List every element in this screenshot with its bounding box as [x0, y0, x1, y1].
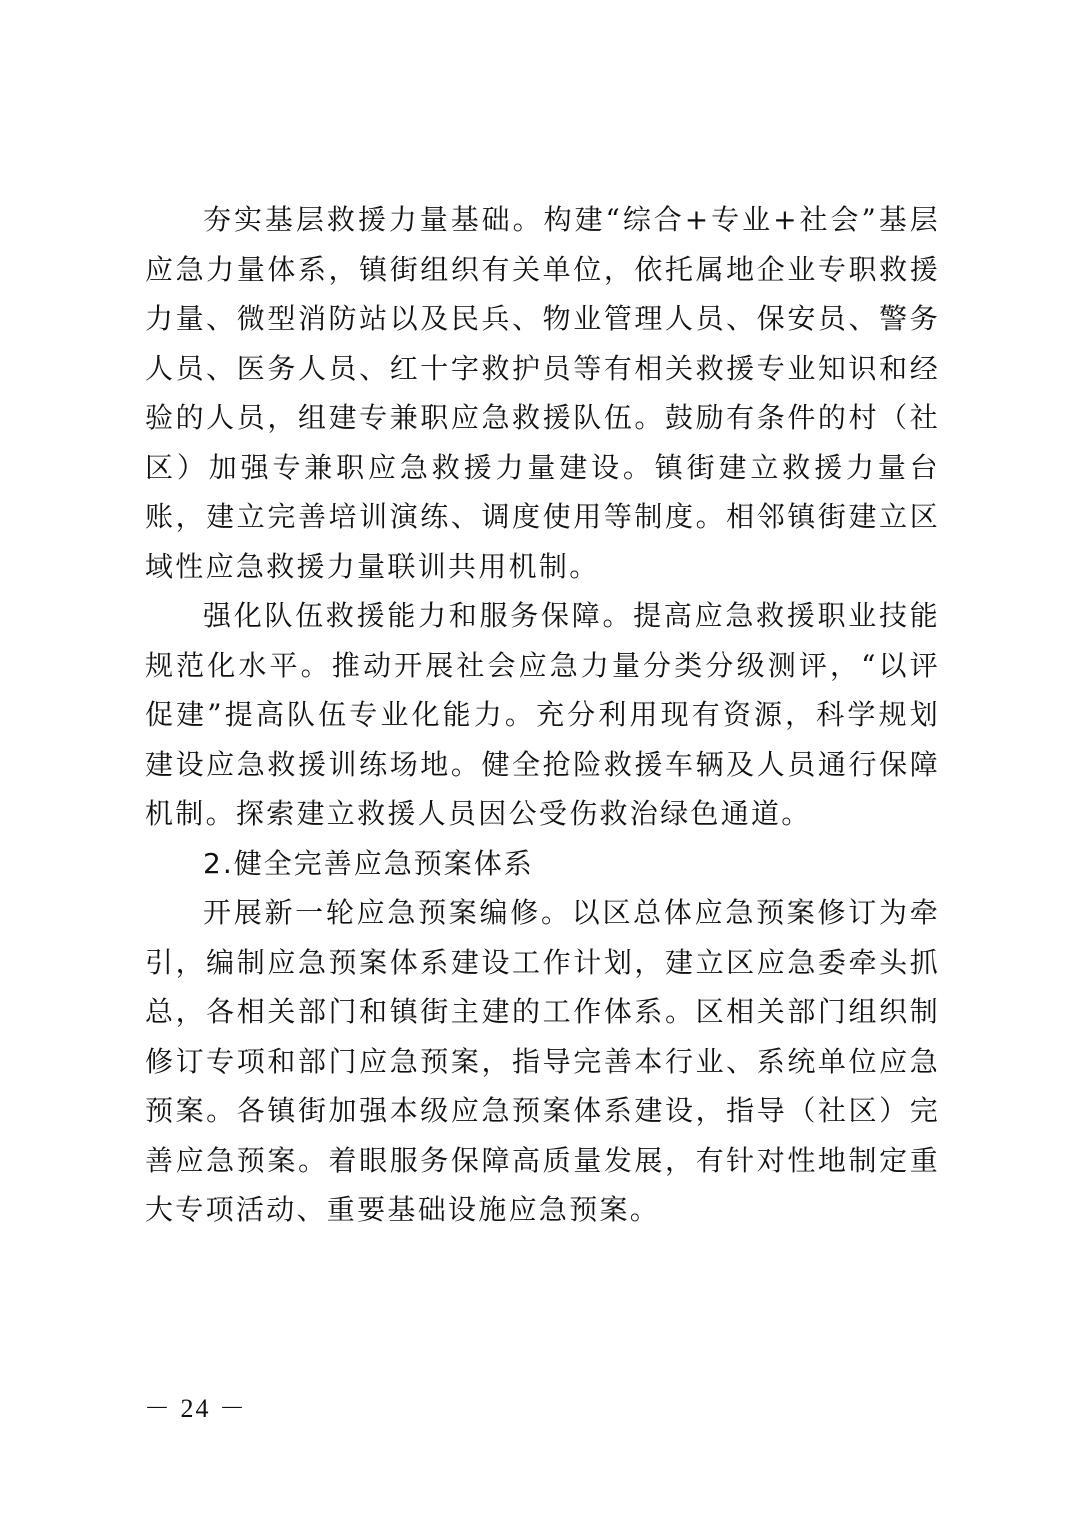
paragraph-emergency-plans: 开展新一轮应急预案编修。以区总体应急预案修订为牵引，编制应急预案体系建设工作计划，建立区应急委牵头抓总，各相关部门和镇街主建的工作体系。区相关部门组织制修订专项和部门应急预案，指导完善本行业、系统单位应急预案。各镇街加强本级应急预案体系建设，指导（社区）完善应急预案。着眼服务保障高质量发展，有针对性地制定重大专项活动、重要基础设施应急预案。 [145, 896, 940, 1226]
document-body [145, 195, 940, 1235]
section-heading: 2.健全完善应急预案体系 [203, 846, 534, 880]
page-number: － 24 － [144, 1394, 248, 1423]
paragraph-rescue-forces: 夯实基层救援力量基础。构建“综合+专业+社会”基层应急力量体系，镇街组织有关单位，依托属地企业专职救援力量、微型消防站以及民兵、物业管理人员、保安员、警务人员、医务人员、红十字救护员等有相关救援专业知识和经验的人员，组建专兼职应急救援队伍。鼓励有条件的村（社区）加强专兼职应急救援力量建设。镇街建立救援力量台账，建立完善培训演练、调度使用等制度。相邻镇街建立区域性应急救援力量联训共用机制。 [145, 203, 940, 583]
paragraph-rescue-capability: 强化队伍救援能力和服务保障。提高应急救援职业技能规范化水平。推动开展社会应急力量分类分级测评，“以评促建”提高队伍专业化能力。充分利用现有资源，科学规划建设应急救援训练场地。健全抢险救援车辆及人员通行保障机制。探索建立救援人员因公受伤救治绿色通道。 [145, 599, 940, 830]
